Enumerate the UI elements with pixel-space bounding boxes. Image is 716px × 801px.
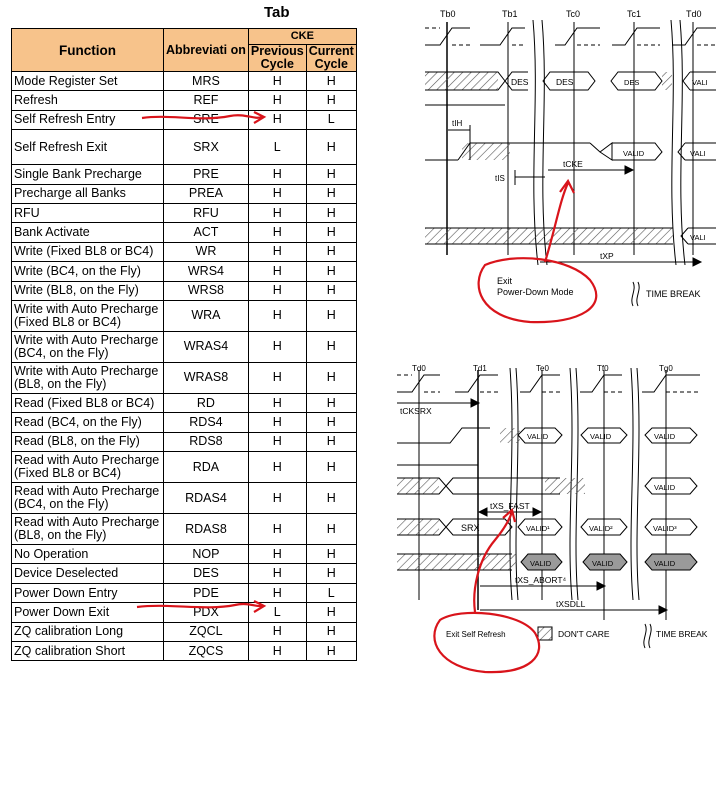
valid-label: VALID — [592, 559, 614, 568]
command-label: DES — [624, 78, 640, 87]
previous-cke-cell: H — [248, 110, 306, 129]
abbreviation-cell: ZQCL — [164, 622, 249, 641]
clock-label: Tb1 — [502, 9, 518, 19]
exit-self-refresh-annotation: Exit Self Refresh — [446, 630, 506, 639]
previous-cke-cell: H — [248, 483, 306, 514]
command-label: VALI — [692, 78, 708, 87]
previous-cke-cell: H — [248, 203, 306, 222]
function-cell: Write with Auto Precharge (BL8, on the Fly) — [12, 362, 164, 393]
header-previous-cycle: Previous Cycle — [248, 45, 306, 72]
valid-label: VALID — [527, 432, 549, 441]
current-cke-cell: H — [306, 331, 356, 362]
abbreviation-cell: RDA — [164, 452, 249, 483]
previous-cke-cell: H — [248, 413, 306, 432]
function-cell: Read with Auto Precharge (Fixed BL8 or BC4) — [12, 452, 164, 483]
txs-fast-label: tXS_FAST — [490, 501, 530, 511]
function-cell: Mode Register Set — [12, 72, 164, 91]
previous-cke-cell: H — [248, 583, 306, 602]
function-cell: Self Refresh Exit — [12, 130, 164, 165]
current-cke-cell: H — [306, 545, 356, 564]
abbreviation-cell: ZQCS — [164, 642, 249, 661]
abbreviation-cell: MRS — [164, 72, 249, 91]
current-cke-cell: H — [306, 622, 356, 641]
txp-label: tXP — [600, 251, 614, 261]
current-cke-cell: L — [306, 110, 356, 129]
current-cke-cell: H — [306, 281, 356, 300]
previous-cke-cell: H — [248, 242, 306, 261]
previous-cke-cell: L — [248, 603, 306, 622]
previous-cke-cell: H — [248, 545, 306, 564]
current-cke-cell: H — [306, 130, 356, 165]
function-cell: ZQ calibration Long — [12, 622, 164, 641]
command-label: DES — [511, 77, 529, 87]
valid-label: VALID¹ — [526, 524, 550, 533]
current-cke-cell: H — [306, 223, 356, 242]
abbreviation-cell: PREA — [164, 184, 249, 203]
previous-cke-cell: H — [248, 514, 306, 545]
previous-cke-cell: H — [248, 91, 306, 110]
abbreviation-cell: SRE — [164, 110, 249, 129]
abbreviation-cell: WR — [164, 242, 249, 261]
previous-cke-cell: H — [248, 642, 306, 661]
time-break-legend: TIME BREAK — [656, 629, 708, 639]
current-cke-cell: H — [306, 91, 356, 110]
previous-cke-cell: H — [248, 432, 306, 451]
abbreviation-cell: WRS8 — [164, 281, 249, 300]
previous-cke-cell: H — [248, 564, 306, 583]
header-cke: CKE — [248, 29, 356, 45]
table-title: Tab — [264, 4, 290, 21]
txsdll-label: tXSDLL — [556, 599, 586, 609]
function-cell: Write with Auto Precharge (Fixed BL8 or BC4) — [12, 300, 164, 331]
previous-cke-cell: H — [248, 362, 306, 393]
valid-label: VALID² — [589, 524, 613, 533]
function-cell: Write (BC4, on the Fly) — [12, 262, 164, 281]
current-cke-cell: H — [306, 242, 356, 261]
clock-label: Tc0 — [566, 9, 581, 19]
abbreviation-cell: RDAS4 — [164, 483, 249, 514]
clock-label: Td0 — [686, 9, 702, 19]
function-cell: Power Down Entry — [12, 583, 164, 602]
function-cell: Read (BC4, on the Fly) — [12, 413, 164, 432]
clock-label: Tg0 — [659, 364, 673, 373]
previous-cke-cell: H — [248, 262, 306, 281]
function-cell: Write with Auto Precharge (BC4, on the Fly) — [12, 331, 164, 362]
abbreviation-cell: RDAS8 — [164, 514, 249, 545]
current-cke-cell: H — [306, 483, 356, 514]
tis-label: tIS — [495, 174, 505, 183]
valid-label: VALID — [623, 149, 645, 158]
current-cke-cell: H — [306, 203, 356, 222]
tcke-label: tCKE — [563, 159, 583, 169]
abbreviation-cell: RDS4 — [164, 413, 249, 432]
current-cke-cell: H — [306, 72, 356, 91]
current-cke-cell: H — [306, 165, 356, 184]
current-cke-cell: H — [306, 642, 356, 661]
current-cke-cell: H — [306, 452, 356, 483]
previous-cke-cell: H — [248, 184, 306, 203]
valid-label: VALID — [654, 559, 676, 568]
current-cke-cell: H — [306, 300, 356, 331]
dont-care-legend: DON'T CARE — [558, 629, 610, 639]
function-cell: Refresh — [12, 91, 164, 110]
clock-label: Te0 — [536, 364, 549, 373]
abbreviation-cell: RFU — [164, 203, 249, 222]
current-cke-cell: H — [306, 564, 356, 583]
valid-label: VALID — [654, 483, 676, 492]
function-cell: Device Deselected — [12, 564, 164, 583]
function-cell: ZQ calibration Short — [12, 642, 164, 661]
valid-label: VALID — [654, 432, 676, 441]
abbreviation-cell: PDX — [164, 603, 249, 622]
previous-cke-cell: H — [248, 331, 306, 362]
current-cke-cell: H — [306, 432, 356, 451]
abbreviation-cell: RDS8 — [164, 432, 249, 451]
function-cell: Power Down Exit — [12, 603, 164, 622]
abbreviation-cell: DES — [164, 564, 249, 583]
abbreviation-cell: WRS4 — [164, 262, 249, 281]
current-cke-cell: H — [306, 603, 356, 622]
current-cke-cell: H — [306, 393, 356, 412]
previous-cke-cell: H — [248, 452, 306, 483]
header-function: Function — [12, 29, 164, 72]
current-cke-cell: H — [306, 362, 356, 393]
current-cke-cell: H — [306, 184, 356, 203]
valid-label: VALI — [690, 149, 706, 158]
current-cke-cell: H — [306, 413, 356, 432]
abbreviation-cell: WRAS8 — [164, 362, 249, 393]
exit-power-down-annotation: Exit Power-Down Mode — [497, 276, 574, 297]
valid-label: VALID — [590, 432, 612, 441]
valid-label: VALID³ — [653, 524, 677, 533]
function-cell: Read with Auto Precharge (BL8, on the Fly) — [12, 514, 164, 545]
abbreviation-cell: PRE — [164, 165, 249, 184]
abbreviation-cell: WRAS4 — [164, 331, 249, 362]
valid-label: VALI — [690, 233, 706, 242]
previous-cke-cell: H — [248, 223, 306, 242]
red-annotation — [434, 510, 539, 672]
function-cell: Read with Auto Precharge (BC4, on the Fly) — [12, 483, 164, 514]
function-cell: Read (Fixed BL8 or BC4) — [12, 393, 164, 412]
previous-cke-cell: L — [248, 130, 306, 165]
clock-label: Tf0 — [597, 364, 609, 373]
current-cke-cell: H — [306, 262, 356, 281]
function-cell: Read (BL8, on the Fly) — [12, 432, 164, 451]
srx-command-label: SRX — [461, 523, 480, 533]
previous-cke-cell: H — [248, 393, 306, 412]
abbreviation-cell: PDE — [164, 583, 249, 602]
previous-cke-cell: H — [248, 72, 306, 91]
clock-label: Tc1 — [627, 9, 642, 19]
clock-label: Td0 — [412, 364, 426, 373]
function-cell: Write (Fixed BL8 or BC4) — [12, 242, 164, 261]
abbreviation-cell: RD — [164, 393, 249, 412]
txs-abort-label: tXS_ABORT⁴ — [515, 575, 567, 585]
command-label: DES — [556, 77, 574, 87]
function-cell: Bank Activate — [12, 223, 164, 242]
function-cell: Write (BL8, on the Fly) — [12, 281, 164, 300]
header-current-cycle: Current Cycle — [306, 45, 356, 72]
header-abbreviation: Abbreviati on — [164, 29, 249, 72]
red-annotation — [479, 181, 597, 322]
previous-cke-cell: H — [248, 622, 306, 641]
clock-label: Td1 — [473, 364, 487, 373]
previous-cke-cell: H — [248, 281, 306, 300]
function-cell: RFU — [12, 203, 164, 222]
abbreviation-cell: SRX — [164, 130, 249, 165]
function-cell: No Operation — [12, 545, 164, 564]
function-cell: Single Bank Precharge — [12, 165, 164, 184]
function-cell: Precharge all Banks — [12, 184, 164, 203]
self-refresh-timing-diagram — [397, 368, 700, 648]
abbreviation-cell: NOP — [164, 545, 249, 564]
red-annotation — [137, 112, 264, 612]
previous-cke-cell: H — [248, 165, 306, 184]
previous-cke-cell: H — [248, 300, 306, 331]
tcksrx-label: tCKSRX — [400, 406, 432, 416]
current-cke-cell: L — [306, 583, 356, 602]
time-break-legend: TIME BREAK — [646, 289, 701, 299]
function-cell: Self Refresh Entry — [12, 110, 164, 129]
abbreviation-cell: REF — [164, 91, 249, 110]
clock-label: Tb0 — [440, 9, 456, 19]
valid-label: VALID — [530, 559, 552, 568]
abbreviation-cell: WRA — [164, 300, 249, 331]
abbreviation-cell: ACT — [164, 223, 249, 242]
self-refresh-labels — [400, 364, 708, 639]
tih-label: tIH — [452, 119, 463, 128]
current-cke-cell: H — [306, 514, 356, 545]
